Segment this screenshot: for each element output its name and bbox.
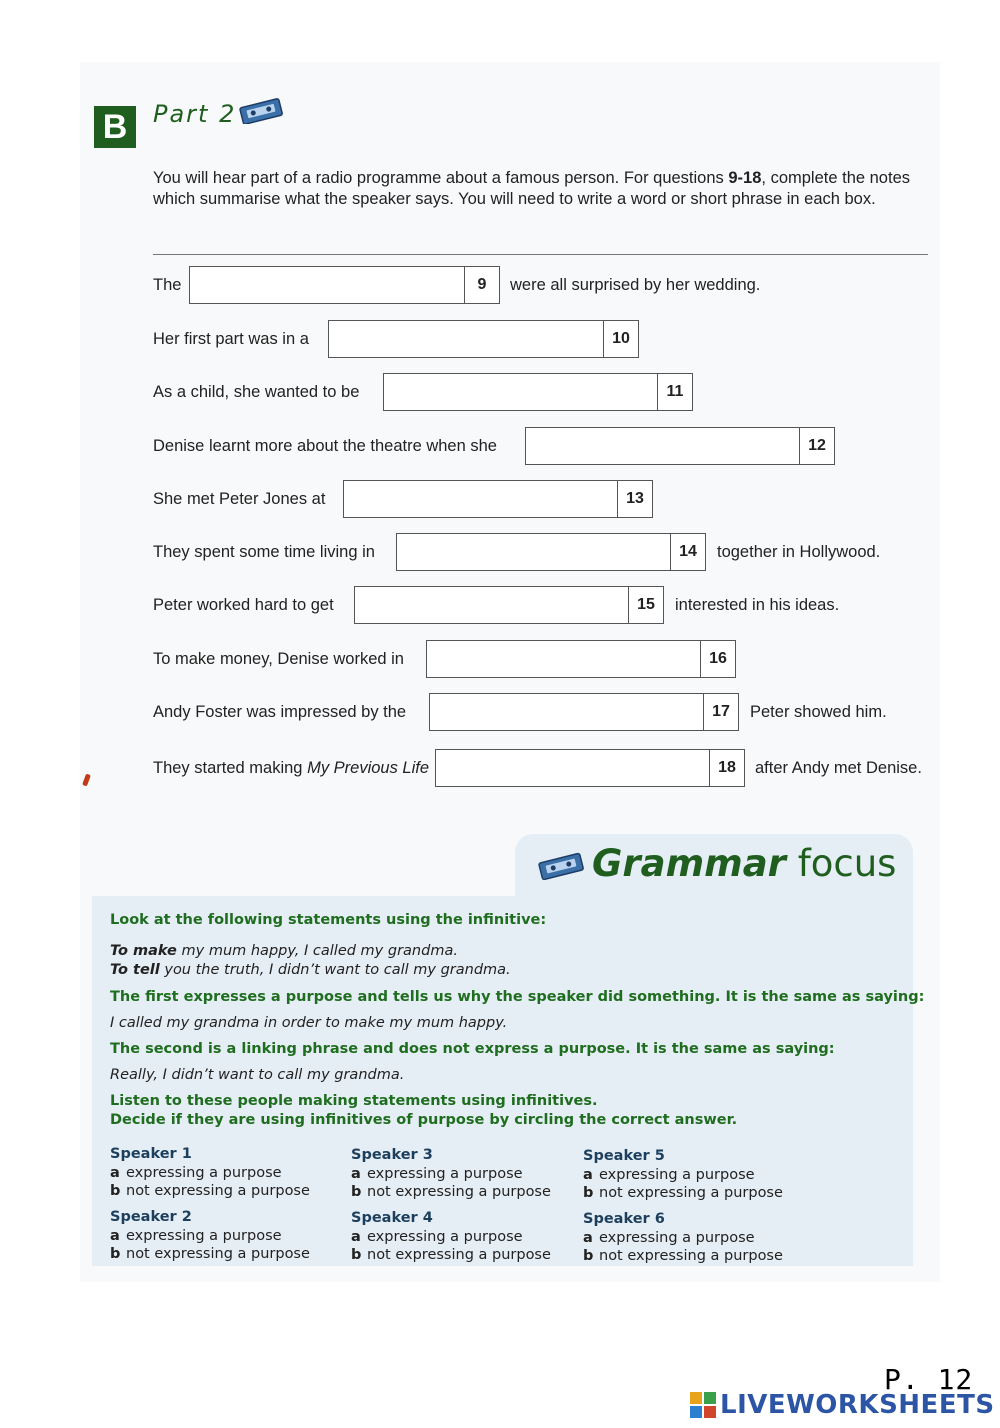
answer-box-9 bbox=[189, 266, 500, 304]
question-number: 13 bbox=[617, 481, 652, 517]
grammar-first-note: The first expresses a purpose and tells us why the speaker did something. It is the same as saying: bbox=[110, 989, 925, 1005]
speaker-name: Speaker 3 bbox=[351, 1147, 433, 1163]
question-row-10 bbox=[153, 320, 933, 358]
grammar-intro: Look at the following statements using the infinitive: bbox=[110, 912, 547, 928]
answer-input-9[interactable] bbox=[192, 269, 466, 301]
question-row-15 bbox=[153, 586, 933, 624]
cassette-icon bbox=[537, 852, 585, 880]
instructions: You will hear part of a radio programme about a famous person. For questions 9-18, complete the notes which summarise what the speaker says. You will need to write a word or short phrase in each box. bbox=[153, 169, 910, 208]
answer-box-14 bbox=[396, 533, 706, 571]
section-badge: B bbox=[94, 106, 136, 148]
grammar-second-example: Really, I didn’t want to call my grandma. bbox=[110, 1067, 405, 1083]
speaker-name: Speaker 2 bbox=[110, 1209, 192, 1225]
listen-instruction-2: Decide if they are using infinitives of purpose by circling the correct answer. bbox=[110, 1112, 738, 1128]
question-suffix: together in Hollywood. bbox=[717, 543, 881, 561]
speaker-block-3 bbox=[351, 1146, 551, 1201]
question-prompt: Peter worked hard to get bbox=[153, 596, 334, 614]
answer-box-17 bbox=[429, 693, 739, 731]
answer-box-13 bbox=[343, 480, 653, 518]
speaker-block-2 bbox=[110, 1208, 310, 1263]
answer-input-10[interactable] bbox=[331, 323, 605, 355]
speaker-block-6 bbox=[583, 1210, 783, 1265]
question-prompt: The bbox=[153, 276, 182, 294]
answer-input-13[interactable] bbox=[346, 483, 620, 515]
question-suffix: interested in his ideas. bbox=[675, 596, 840, 614]
page-number: P. 12 bbox=[884, 1363, 974, 1396]
speaker-6-option-b[interactable]: b not expressing a purpose bbox=[583, 1248, 783, 1264]
answer-box-11 bbox=[383, 373, 693, 411]
question-row-17 bbox=[153, 693, 933, 731]
speaker-block-4 bbox=[351, 1209, 551, 1264]
question-number: 12 bbox=[799, 428, 834, 464]
question-row-16 bbox=[153, 640, 933, 678]
brand-name: LIVEWORKSHEETS bbox=[720, 1390, 995, 1420]
question-prompt: They spent some time living in bbox=[153, 543, 375, 561]
question-number: 9 bbox=[464, 267, 499, 303]
question-prompt: Her first part was in a bbox=[153, 330, 309, 348]
question-prompt: To make money, Denise worked in bbox=[153, 650, 404, 668]
logo-grid-icon bbox=[690, 1392, 716, 1418]
speaker-4-option-b[interactable]: b not expressing a purpose bbox=[351, 1247, 551, 1263]
speaker-name: Speaker 4 bbox=[351, 1210, 433, 1226]
question-row-13 bbox=[153, 480, 933, 518]
speaker-4-option-a[interactable]: a expressing a purpose bbox=[351, 1229, 523, 1245]
question-number: 18 bbox=[709, 750, 744, 786]
speaker-name: Speaker 5 bbox=[583, 1148, 665, 1164]
divider bbox=[153, 254, 928, 255]
question-number: 14 bbox=[670, 534, 705, 570]
grammar-first-example: I called my grandma in order to make my mum happy. bbox=[110, 1015, 508, 1031]
speaker-5-option-a[interactable]: a expressing a purpose bbox=[583, 1167, 755, 1183]
grammar-example-2: To tell you the truth, I didn’t want to call my grandma. bbox=[110, 962, 511, 978]
answer-input-17[interactable] bbox=[432, 696, 706, 728]
speaker-3-option-b[interactable]: b not expressing a purpose bbox=[351, 1184, 551, 1200]
speaker-5-option-b[interactable]: b not expressing a purpose bbox=[583, 1185, 783, 1201]
question-prompt: Andy Foster was impressed by the bbox=[153, 703, 407, 721]
speaker-name: Speaker 6 bbox=[583, 1211, 665, 1227]
answer-box-18 bbox=[435, 749, 745, 787]
speaker-block-5 bbox=[583, 1147, 783, 1202]
question-prompt: As a child, she wanted to be bbox=[153, 383, 360, 401]
answer-input-12[interactable] bbox=[528, 430, 802, 462]
question-number: 11 bbox=[657, 374, 692, 410]
question-prompt: Denise learnt more about the theatre when she bbox=[153, 437, 497, 455]
question-row-18 bbox=[153, 749, 933, 787]
answer-input-16[interactable] bbox=[429, 643, 703, 675]
speaker-1-option-a[interactable]: a expressing a purpose bbox=[110, 1165, 282, 1181]
speaker-2-option-a[interactable]: a expressing a purpose bbox=[110, 1228, 282, 1244]
speaker-2-option-b[interactable]: b not expressing a purpose bbox=[110, 1246, 310, 1262]
question-suffix: were all surprised by her wedding. bbox=[510, 276, 761, 294]
answer-input-18[interactable] bbox=[438, 752, 712, 784]
question-suffix: after Andy met Denise. bbox=[755, 759, 922, 777]
answer-box-15 bbox=[354, 586, 664, 624]
question-prompt: She met Peter Jones at bbox=[153, 490, 326, 508]
answer-box-12 bbox=[525, 427, 835, 465]
question-number: 15 bbox=[628, 587, 663, 623]
question-row-14 bbox=[153, 533, 933, 571]
answer-box-10 bbox=[328, 320, 639, 358]
question-suffix: Peter showed him. bbox=[750, 703, 887, 721]
answer-input-15[interactable] bbox=[357, 589, 631, 621]
question-number: 10 bbox=[603, 321, 638, 357]
answer-input-11[interactable] bbox=[386, 376, 660, 408]
question-row-11 bbox=[153, 373, 933, 411]
answer-input-14[interactable] bbox=[399, 536, 673, 568]
question-prompt: They started making My Previous Life bbox=[153, 759, 430, 777]
listen-instruction-1: Listen to these people making statements using infinitives. bbox=[110, 1093, 598, 1109]
speaker-6-option-a[interactable]: a expressing a purpose bbox=[583, 1230, 755, 1246]
grammar-second-note: The second is a linking phrase and does not express a purpose. It is the same as saying: bbox=[110, 1041, 835, 1057]
question-row-12 bbox=[153, 427, 933, 465]
question-row-9 bbox=[153, 266, 933, 304]
grammar-focus-title: Grammar focus bbox=[592, 842, 897, 885]
speaker-1-option-b[interactable]: b not expressing a purpose bbox=[110, 1183, 310, 1199]
question-number: 16 bbox=[700, 641, 735, 677]
speaker-name: Speaker 1 bbox=[110, 1146, 192, 1162]
speaker-block-1 bbox=[110, 1145, 310, 1200]
grammar-example-1: To make my mum happy, I called my grandma. bbox=[110, 943, 458, 959]
cassette-icon bbox=[238, 98, 284, 124]
speaker-3-option-a[interactable]: a expressing a purpose bbox=[351, 1166, 523, 1182]
answer-box-16 bbox=[426, 640, 736, 678]
question-number: 17 bbox=[703, 694, 738, 730]
part-title: Part 2 bbox=[153, 100, 237, 128]
